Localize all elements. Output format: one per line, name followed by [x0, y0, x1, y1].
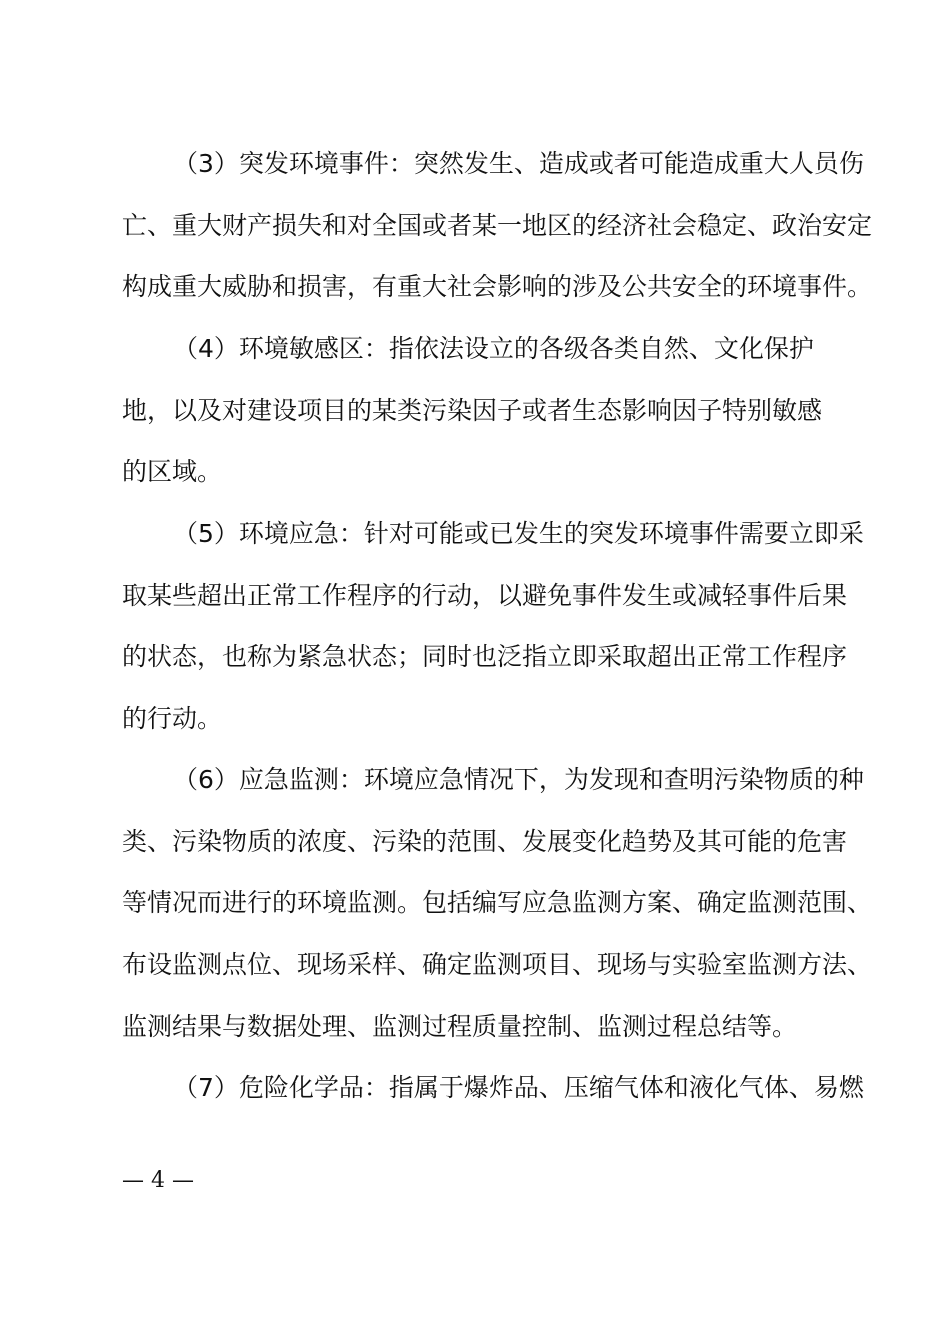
paragraph-5-line-4: 的行动。 [122, 704, 223, 733]
paragraph-7-line-1: （7）危险化学品：指属于爆炸品、压缩气体和液化气体、易燃 [173, 1073, 864, 1102]
paragraph-5-line-1: （5）环境应急：针对可能或已发生的突发环境事件需要立即采 [173, 519, 864, 548]
paragraph-5-line-2: 取某些超出正常工作程序的行动，以避免事件发生或减轻事件后果 [122, 581, 848, 610]
paragraph-3-line-3: 构成重大威胁和损害，有重大社会影响的涉及公共安全的环境事件。 [122, 272, 873, 301]
paragraph-6-line-2: 类、污染物质的浓度、污染的范围、发展变化趋势及其可能的危害 [122, 827, 848, 856]
paragraph-6-line-3: 等情况而进行的环境监测。包括编写应急监测方案、确定监测范围、 [122, 888, 873, 917]
page-number: — 4 — [122, 1168, 194, 1193]
paragraph-6-line-4: 布设监测点位、现场采样、确定监测项目、现场与实验室监测方法、 [122, 950, 873, 979]
paragraph-3-line-2: 亡、重大财产损失和对全国或者某一地区的经济社会稳定、政治安定 [122, 211, 873, 240]
paragraph-4-line-2: 地，以及对建设项目的某类污染因子或者生态影响因子特别敏感 [122, 396, 823, 425]
paragraph-3-line-1: （3）突发环境事件：突然发生、造成或者可能造成重大人员伤 [173, 149, 864, 178]
paragraph-4-line-1: （4）环境敏感区：指依法设立的各级各类自然、文化保护 [173, 334, 814, 363]
paragraph-6-line-1: （6）应急监测：环境应急情况下，为发现和查明污染物质的种 [173, 765, 864, 794]
paragraph-4-line-3: 的区域。 [122, 457, 223, 486]
paragraph-5-line-3: 的状态，也称为紧急状态；同时也泛指立即采取超出正常工作程序 [122, 642, 848, 671]
paragraph-6-line-5: 监测结果与数据处理、监测过程质量控制、监测过程总结等。 [122, 1012, 798, 1041]
